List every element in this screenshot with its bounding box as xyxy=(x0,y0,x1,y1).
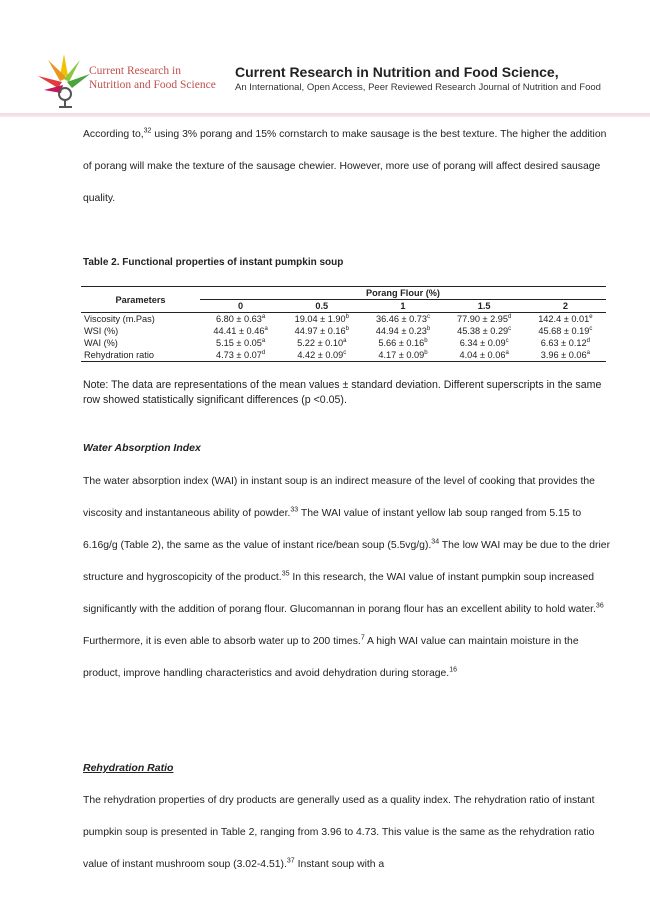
table-cell xyxy=(362,337,443,349)
cell-superscript: a xyxy=(343,337,347,344)
cell-superscript: a xyxy=(261,313,266,320)
table-header-porang-flour: Porang Flour (%) xyxy=(200,287,606,300)
paragraph-text: A high WAI value can maintain moisture in the product, improve handling characteristics and avoid dehydration during storage. xyxy=(83,636,579,679)
paragraph-text: Furthermore, it is even able to absorb water up to 200 times. xyxy=(83,636,361,647)
cell-value: 3.96 ± 0.06 xyxy=(540,350,587,360)
cell-superscript: b xyxy=(424,337,428,344)
citation-ref: 34 xyxy=(431,538,440,546)
table-column-header: 1 xyxy=(362,300,443,313)
table-cell xyxy=(525,313,606,326)
table-row-parameter: WSI (%) xyxy=(84,326,119,336)
citation-ref: 7 xyxy=(360,634,365,642)
cell-value: 44.41 ± 0.46 xyxy=(213,326,265,336)
cell-superscript: e xyxy=(589,313,593,320)
citation-ref: 16 xyxy=(449,666,457,674)
section-heading-rehydration: Rehydration Ratio xyxy=(83,762,174,774)
cell-value: 6.80 ± 0.63 xyxy=(215,314,262,324)
table-row-parameter: Rehydration ratio xyxy=(81,349,200,362)
table-row xyxy=(81,313,606,326)
section-heading-wai: Water Absorption Index xyxy=(83,442,201,454)
table-cell xyxy=(200,313,281,326)
cell-superscript: c xyxy=(426,313,430,320)
cell-superscript: a xyxy=(264,325,268,332)
paragraph-text: The WAI value of instant yellow lab soup ranged from 5.15 to 6.16g/g (Table 2), the same as the value of instant rice/bean soup (5.5vg/g). xyxy=(83,508,582,551)
table-cell xyxy=(362,313,443,326)
cell-value: 4.04 ± 0.06 xyxy=(459,350,506,360)
cell-value: 77.90 ± 2.95 xyxy=(456,314,508,324)
table-cell xyxy=(362,349,443,362)
cell-value: 142.4 ± 0.01 xyxy=(538,314,590,324)
logo-text xyxy=(89,64,216,92)
cell-value: 45.68 ± 0.19 xyxy=(538,326,590,336)
cell-superscript: c xyxy=(589,325,593,332)
paragraph-text: The low WAI may be due to the drier structure and hygroscopicity of the product. xyxy=(83,540,611,583)
table-cell xyxy=(200,349,281,362)
citation-ref: 35 xyxy=(281,570,290,578)
cell-value: 4.17 ± 0.09 xyxy=(378,350,425,360)
cell-value: 6.34 ± 0.09 xyxy=(459,338,506,348)
cell-superscript: c xyxy=(508,325,512,332)
table-cell xyxy=(444,337,525,349)
cell-value: 5.15 ± 0.05 xyxy=(215,338,262,348)
functional-properties-table xyxy=(81,286,606,362)
cell-value: 19.04 ± 1.90 xyxy=(294,314,346,324)
table-column-header: 2 xyxy=(525,300,606,313)
cell-superscript: a xyxy=(261,337,266,344)
cell-value: 44.97 ± 0.16 xyxy=(294,326,346,336)
paragraph-wai xyxy=(83,466,613,690)
paragraph-text: The rehydration properties of dry products are generally used as a quality index. The rehydration ratio of instant pumpkin soup is presented in Table 2, ranging from 3.96 to 4.73. This value is the same as the rehydration ratio value of instant mushroom soup (3.02-4.51). xyxy=(83,795,595,870)
table-cell xyxy=(281,349,362,362)
table-body xyxy=(81,313,606,362)
cell-value: 45.38 ± 0.29 xyxy=(457,326,509,336)
cell-value: 44.94 ± 0.23 xyxy=(375,326,427,336)
table-note: Note: The data are representations of the mean values ± standard deviation. Different superscripts in the same row showed statistically significant differences (p <0.05). xyxy=(83,379,602,406)
cell-superscript: b xyxy=(345,325,349,332)
table-cell xyxy=(525,349,606,362)
table-row-parameter: Viscosity (m.Pas) xyxy=(84,314,155,324)
cell-value: 4.42 ± 0.09 xyxy=(297,350,344,360)
cell-superscript: d xyxy=(586,337,590,344)
cell-superscript: c xyxy=(343,349,347,356)
table-cell xyxy=(444,349,525,362)
table-title: Table 2. Functional properties of instant pumpkin soup xyxy=(83,257,344,268)
cell-superscript: b xyxy=(424,349,428,356)
citation-ref: 32 xyxy=(143,127,152,135)
table-row xyxy=(81,325,606,337)
paragraph-text: Instant soup with a xyxy=(294,859,385,870)
paragraph-text: using 3% porang and 15% cornstarch to make sausage is the best texture. The higher the addition of porang will make the texture of the sausage chewier. However, more use of porang will affect desired sausage quality. xyxy=(83,129,607,204)
table-cell xyxy=(362,325,443,337)
table-cell xyxy=(281,337,362,349)
cell-value: 4.73 ± 0.07 xyxy=(215,350,262,360)
cell-value: 6.63 ± 0.12 xyxy=(540,338,587,348)
citation-ref: 36 xyxy=(595,602,604,610)
journal-header xyxy=(0,0,650,120)
journal-logo-icon xyxy=(34,50,94,108)
table-cell xyxy=(281,313,362,326)
citation-ref: 33 xyxy=(290,506,299,514)
cell-value: 5.22 ± 0.10 xyxy=(297,338,344,348)
cell-value: 36.46 ± 0.73 xyxy=(375,314,427,324)
table-row xyxy=(81,337,606,349)
citation-ref: 37 xyxy=(286,857,295,865)
logo-text-line1: Current Research in xyxy=(89,65,181,77)
cell-superscript: a xyxy=(586,349,590,356)
cell-superscript: c xyxy=(505,337,509,344)
table-column-header: 0.5 xyxy=(281,300,362,313)
journal-title: Current Research in Nutrition and Food Science, xyxy=(235,64,559,80)
paragraph-intro xyxy=(83,119,613,215)
paragraph-text: The water absorption index (WAI) in instant soup is an indirect measure of the level of cooking that provides the viscosity and instantaneous ability of powder. xyxy=(83,476,595,519)
table-header-parameters: Parameters xyxy=(81,287,200,313)
cell-superscript: b xyxy=(345,313,349,320)
paragraph-rehydration xyxy=(83,785,613,881)
table-row-parameter: WAI (%) xyxy=(84,338,118,348)
paragraph-text: According to, xyxy=(83,129,144,140)
table-column-header: 1.5 xyxy=(444,300,525,313)
table-cell xyxy=(444,313,525,326)
table-row xyxy=(81,349,606,362)
cell-superscript: d xyxy=(261,349,266,356)
header-divider xyxy=(0,113,650,117)
table-cell xyxy=(200,325,281,337)
table-cell xyxy=(281,325,362,337)
cell-superscript: d xyxy=(508,313,512,320)
table-cell xyxy=(444,325,525,337)
logo-text-line2: Nutrition and Food Science xyxy=(89,79,216,91)
table-cell xyxy=(525,325,606,337)
cell-value: 5.66 ± 0.16 xyxy=(378,338,425,348)
table-cell xyxy=(200,337,281,349)
paragraph-text: In this research, the WAI value of instant pumpkin soup increased significantly with the addition of porang flour. Glucomannan in porang flour has an excellent ability to hold water. xyxy=(83,572,596,615)
journal-subtitle: An International, Open Access, Peer Reviewed Research Journal of Nutrition and Food xyxy=(235,82,601,93)
cell-superscript: a xyxy=(505,349,509,356)
table-column-header: 0 xyxy=(200,300,281,313)
cell-superscript: b xyxy=(426,325,431,332)
table-cell xyxy=(525,337,606,349)
